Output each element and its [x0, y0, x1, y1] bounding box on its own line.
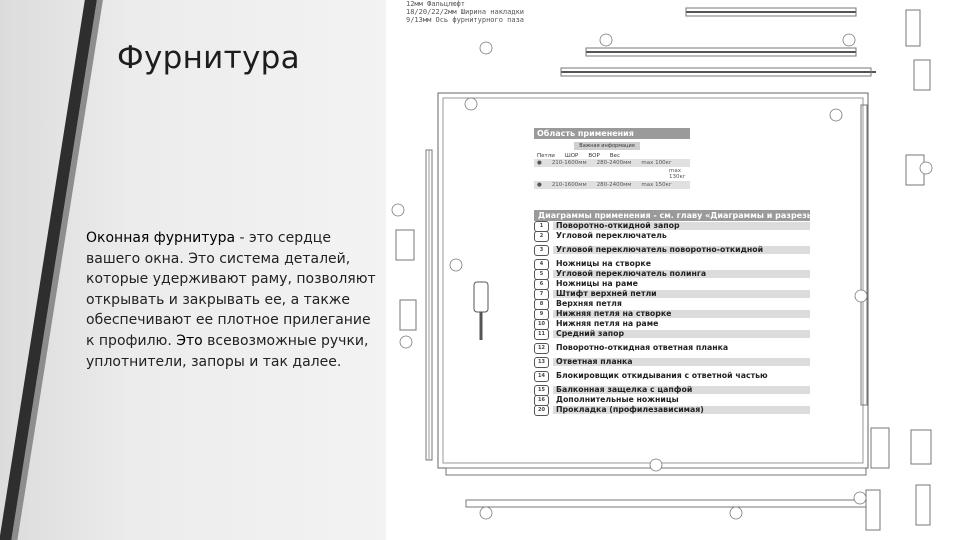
- diagram-item-label: Поворотно-откидная ответная планка: [556, 342, 729, 352]
- diagrams-list: [534, 210, 820, 415]
- application-row: [534, 159, 690, 167]
- cell: 280-2400мм: [596, 160, 632, 166]
- diagrams-title: Диаграммы применения - см. главу «Диаграммы и разрезы»: [534, 210, 810, 221]
- diagram-item-number: 20: [534, 405, 549, 416]
- diagram-item-number: 4: [534, 259, 549, 270]
- diagram-item-number: 15: [534, 385, 549, 396]
- diagram-item-number: 8: [534, 299, 549, 310]
- diagram-item-label: Ответная планка: [553, 358, 810, 367]
- diagram-item-label: Прокладка (профилезависимая): [553, 406, 810, 415]
- diagram-item: [534, 309, 810, 319]
- body-bold-word: Это: [176, 332, 203, 349]
- diagram-item-label: Блокировщик откидывания с ответной частью: [556, 370, 768, 380]
- diagram-item-number: 10: [534, 319, 549, 330]
- diagram-item-number: 14: [534, 371, 549, 382]
- cell: max 130кг: [669, 168, 686, 180]
- hardware-drawing: [386, 0, 960, 540]
- diagram-item-label: Угловой переключатель полинга: [553, 270, 810, 279]
- diagram-item-label: Дополнительные ножницы: [556, 394, 679, 404]
- application-subheader: Важная информация: [574, 142, 640, 150]
- diagram-item-label: Нижняя петля на створке: [553, 310, 810, 319]
- diagram-item: [534, 329, 810, 339]
- diagram-item-number: 2: [534, 231, 549, 242]
- diagram-item: [534, 385, 810, 395]
- header-line: 12мм Фальцлюфт: [406, 0, 466, 8]
- diagram-item-number: 11: [534, 329, 549, 340]
- body-bold-term: Оконная фурнитура: [86, 230, 236, 246]
- header-line: 18/20/22/2мм Ширина накладки: [406, 8, 525, 16]
- diagram-item: [534, 221, 810, 231]
- application-columns: [534, 150, 690, 159]
- diagram-item-number: 5: [534, 269, 549, 280]
- diagram-item-label: Верхняя петля: [556, 298, 622, 308]
- application-table: [534, 128, 690, 189]
- body-text-part-1: - это сердце вашего окна. Это система деталей, которые удерживают раму, позволяют открывать и закрывать ее, а также обеспечивают ее плотное прилегание к профилю.: [86, 230, 376, 349]
- application-row: [534, 167, 690, 181]
- diagram-item: [534, 339, 810, 357]
- diagram-item-label: Ножницы на раме: [556, 278, 638, 288]
- diagram-item-label: Штифт верхней петли: [553, 290, 810, 299]
- diagram-item: [534, 299, 810, 309]
- diagram-item-label: Средний запор: [553, 330, 810, 339]
- diagram-item-number: 1: [534, 221, 549, 232]
- diagram-item-number: 3: [534, 245, 549, 256]
- diagram-item-label: Поворотно-откидной запор: [553, 222, 810, 231]
- cell: max 150кг: [641, 182, 672, 188]
- diagram-item: [534, 405, 810, 415]
- diagram-item: [534, 269, 810, 279]
- diagram-item-number: 12: [534, 343, 549, 354]
- diagram-items: [534, 221, 810, 415]
- diagram-item-label: Балконная защелка с цапфой: [553, 386, 810, 395]
- diagram-item: [534, 319, 810, 329]
- diagram-item: [534, 367, 810, 385]
- cell: 210-1600мм: [551, 182, 587, 188]
- body-text-part-2: всевозможные ручки, уплотнители, запоры и так далее.: [86, 332, 369, 370]
- application-title: Область применения: [534, 128, 690, 139]
- slide-body-text: [86, 228, 378, 372]
- diagram-item-label: Ножницы на створке: [556, 258, 651, 268]
- column-header: Вес: [609, 153, 620, 159]
- application-row: [534, 181, 690, 189]
- diagram-item: [534, 357, 810, 367]
- diagram-item-label: Угловой переключатель: [556, 230, 667, 240]
- diagram-item: [534, 241, 810, 259]
- diagram-item-number: 7: [534, 289, 549, 300]
- diagram-item-label: Угловой переключатель поворотно-откидной: [553, 246, 810, 255]
- diagram-item-number: 13: [534, 357, 549, 368]
- column-header: ШОР: [564, 153, 579, 159]
- column-header: ВОР: [588, 153, 600, 159]
- cell: 210-1600мм: [551, 160, 587, 166]
- slide-panel: [0, 0, 386, 540]
- diagram-item: [534, 289, 810, 299]
- diagram-item-number: 6: [534, 279, 549, 290]
- diagram-item-number: 16: [534, 395, 549, 406]
- cell: ●: [537, 182, 542, 188]
- cell: 280-2400мм: [596, 182, 632, 188]
- slide-title: Фурнитура: [117, 40, 300, 76]
- diagram-item-label: Нижняя петля на раме: [556, 318, 659, 328]
- diagram-item: [534, 279, 810, 289]
- diagram-item: [534, 395, 810, 405]
- diagram-item: [534, 259, 810, 269]
- cell: max 100кг: [641, 160, 672, 166]
- diagram-item: [534, 231, 810, 241]
- cell: ●: [537, 160, 542, 166]
- column-header: Петли: [537, 153, 555, 159]
- diagram-item-number: 9: [534, 309, 549, 320]
- header-line: 9/13мм Ось фурнитурного паза: [406, 16, 525, 24]
